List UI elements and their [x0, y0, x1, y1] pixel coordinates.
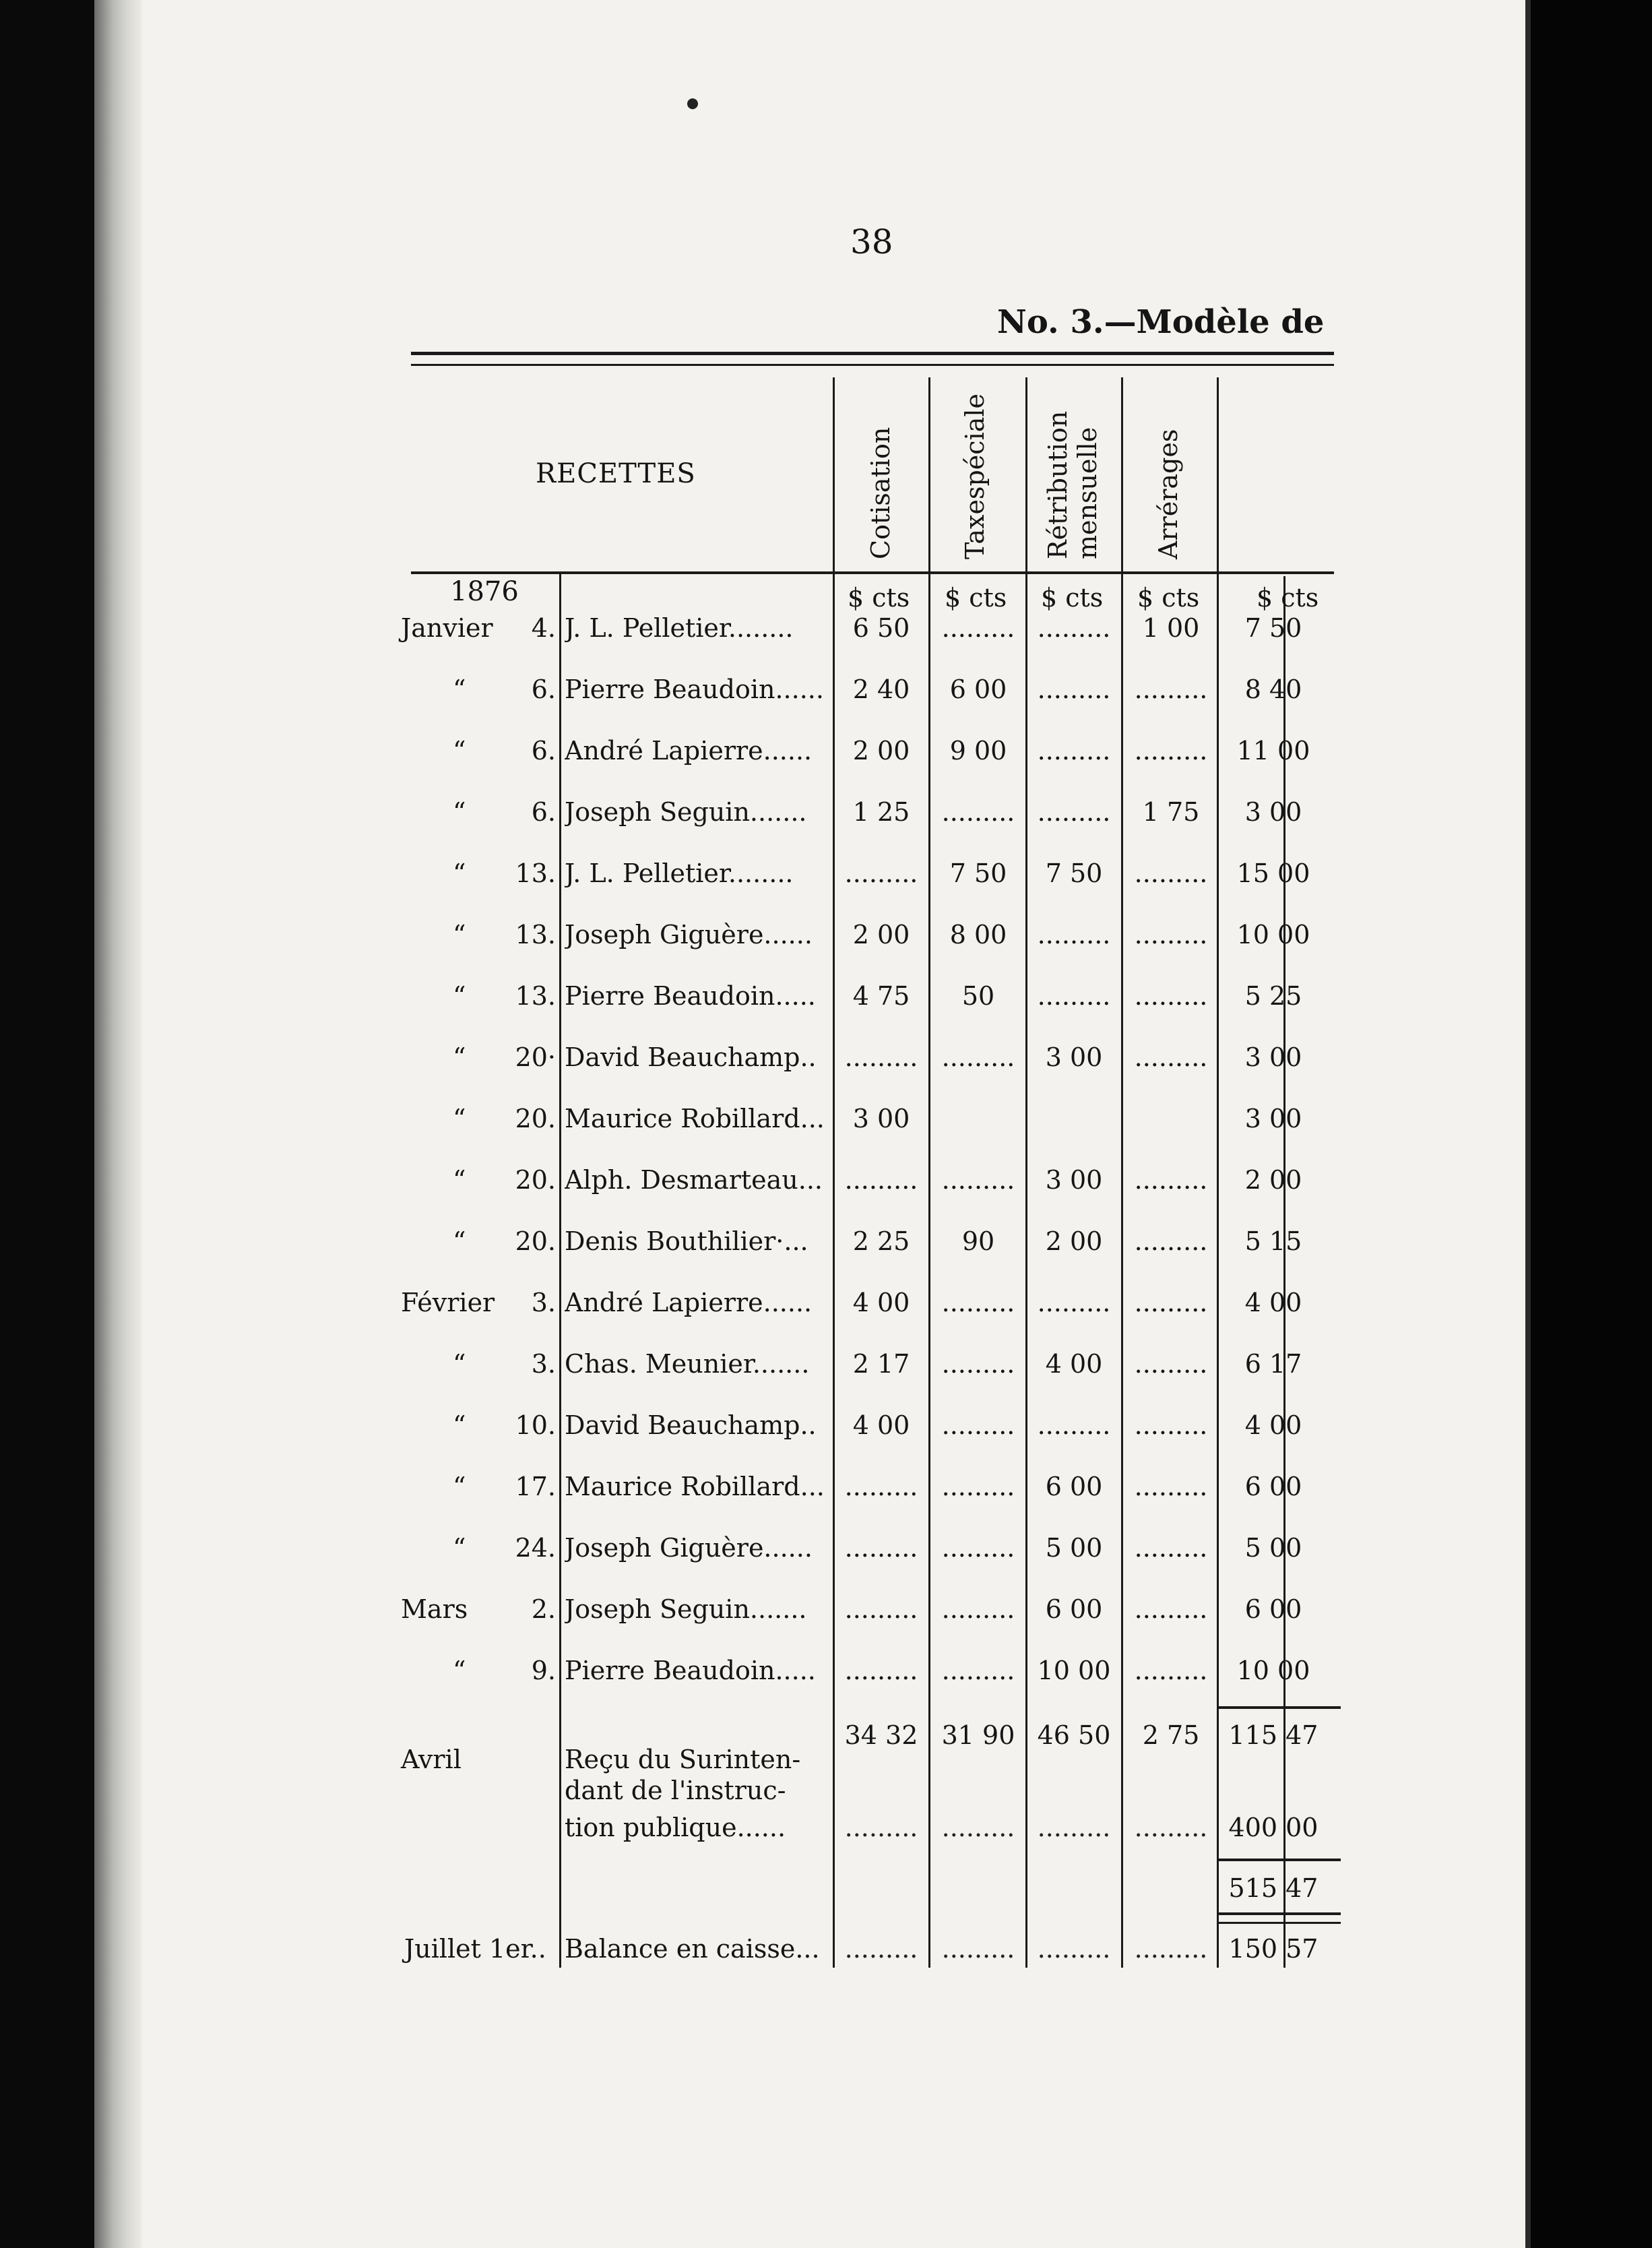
row-month: “ — [453, 1472, 466, 1501]
row-total: 3 00 — [1244, 1104, 1302, 1133]
row-month: “ — [453, 858, 466, 888]
row-taxe: 7 50 — [949, 858, 1007, 888]
row-day: 24. — [515, 1533, 556, 1563]
grand-total-rule-bottom — [1218, 1912, 1341, 1915]
row-total: 10 00 — [1236, 1656, 1310, 1685]
row-month: Mars — [401, 1594, 468, 1624]
row-month: Février — [401, 1288, 495, 1317]
row-retribution: 3 00 — [1045, 1042, 1103, 1072]
row-day: 17. — [515, 1472, 556, 1501]
row-arrerages: ......... — [1134, 1165, 1208, 1195]
column-header-cotisation: Cotisation — [866, 427, 895, 559]
row-total: 5 00 — [1244, 1533, 1302, 1563]
row-total: 6 00 — [1244, 1594, 1302, 1624]
row-day: 6. — [531, 675, 556, 704]
name-column-rule — [559, 573, 561, 1968]
row-day: 20· — [515, 1042, 556, 1072]
row-arrerages: ......... — [1134, 920, 1208, 949]
subtotal-arrerages: 2 75 — [1142, 1720, 1200, 1750]
row-cotisation: 3 00 — [852, 1104, 910, 1133]
balance-total: 150 57 — [1228, 1934, 1319, 1964]
row-name: J. L. Pelletier........ — [565, 613, 794, 643]
row-cotisation: 4 00 — [852, 1288, 910, 1317]
subtotal-rule — [1218, 1706, 1341, 1709]
row-month: “ — [453, 1410, 466, 1440]
units-col4: $ cts — [1137, 583, 1200, 613]
page-heading: No. 3.—Modèle de — [997, 303, 1325, 341]
row-retribution: 6 00 — [1045, 1594, 1103, 1624]
row-month: “ — [453, 736, 466, 766]
page-number: 38 — [850, 222, 893, 261]
row-taxe: 8 00 — [949, 920, 1007, 949]
row-taxe: ......... — [941, 1288, 1015, 1317]
row-cotisation: 6 50 — [852, 613, 910, 643]
row-taxe: 9 00 — [949, 736, 1007, 766]
avril-dots-col4: ......... — [1134, 1813, 1208, 1842]
row-total: 7 50 — [1244, 613, 1302, 643]
row-day: 13. — [515, 858, 556, 888]
row-total: 15 00 — [1236, 858, 1310, 888]
row-total: 5 25 — [1244, 981, 1302, 1011]
column-header-arrerages: Arrérages — [1153, 429, 1183, 559]
row-retribution: ......... — [1037, 1288, 1111, 1317]
row-taxe: 50 — [961, 981, 995, 1011]
row-total: 8 40 — [1244, 675, 1302, 704]
row-name: Denis Bouthilier·... — [565, 1226, 808, 1256]
row-day: 10. — [515, 1410, 556, 1440]
row-retribution: ......... — [1037, 920, 1111, 949]
row-retribution: 4 00 — [1045, 1349, 1103, 1379]
row-total: 5 15 — [1244, 1226, 1302, 1256]
row-retribution: ......... — [1037, 797, 1111, 827]
row-day: 9. — [531, 1656, 556, 1685]
row-day: 4. — [531, 613, 556, 643]
row-name: David Beauchamp.. — [565, 1042, 817, 1072]
top-rule-thick — [411, 352, 1334, 355]
row-arrerages: ......... — [1134, 736, 1208, 766]
row-retribution: 2 00 — [1045, 1226, 1103, 1256]
column-header-retribution: Rétribution mensuelle — [1043, 410, 1102, 559]
row-day: 13. — [515, 920, 556, 949]
row-total: 11 00 — [1236, 736, 1310, 766]
row-day: 6. — [531, 736, 556, 766]
row-month: Janvier — [401, 613, 493, 643]
row-retribution: ......... — [1037, 613, 1111, 643]
row-month: “ — [453, 1165, 466, 1195]
row-arrerages: 1 00 — [1142, 613, 1200, 643]
row-month: “ — [453, 1042, 466, 1072]
row-cotisation: ......... — [844, 1533, 918, 1563]
row-cotisation: ......... — [844, 1472, 918, 1501]
row-day: 6. — [531, 797, 556, 827]
avril-month: Avril — [401, 1745, 462, 1774]
row-cotisation: 4 75 — [852, 981, 910, 1011]
row-total: 4 00 — [1244, 1288, 1302, 1317]
row-name: Joseph Giguère...... — [565, 920, 813, 949]
row-name: Joseph Seguin....... — [565, 1594, 807, 1624]
row-arrerages: ......... — [1134, 1656, 1208, 1685]
row-taxe: 90 — [961, 1226, 995, 1256]
row-month: “ — [453, 1104, 466, 1133]
balance-month: Juillet 1er.. — [404, 1934, 546, 1964]
row-retribution: 5 00 — [1045, 1533, 1103, 1563]
row-arrerages: ......... — [1134, 1042, 1208, 1072]
row-day: 20. — [515, 1165, 556, 1195]
row-name: Joseph Giguère...... — [565, 1533, 813, 1563]
row-taxe: ......... — [941, 1594, 1015, 1624]
balance-dots-col2: ......... — [941, 1934, 1015, 1964]
cents-rule — [1283, 576, 1285, 1968]
section-title: RECETTES — [536, 458, 696, 489]
row-day: 20. — [515, 1104, 556, 1133]
row-day: 20. — [515, 1226, 556, 1256]
units-col5: $ cts — [1257, 583, 1319, 613]
grand-total: 515 47 — [1228, 1873, 1319, 1903]
row-day: 13. — [515, 981, 556, 1011]
row-month: “ — [453, 1349, 466, 1379]
book-spine — [94, 0, 141, 2248]
row-arrerages: ......... — [1134, 1472, 1208, 1501]
row-cotisation: 2 17 — [852, 1349, 910, 1379]
grand-total-rule-top — [1218, 1859, 1341, 1861]
row-name: Maurice Robillard... — [565, 1104, 825, 1133]
row-retribution: 10 00 — [1037, 1656, 1111, 1685]
row-name: David Beauchamp.. — [565, 1410, 817, 1440]
row-cotisation: ......... — [844, 858, 918, 888]
row-month: “ — [453, 675, 466, 704]
col2-rule — [928, 377, 930, 1968]
row-arrerages: ......... — [1134, 1410, 1208, 1440]
units-col1: $ cts — [848, 583, 910, 613]
row-cotisation: 2 00 — [852, 920, 910, 949]
row-total: 10 00 — [1236, 920, 1310, 949]
row-arrerages: ......... — [1134, 1533, 1208, 1563]
row-name: Chas. Meunier....... — [565, 1349, 810, 1379]
row-total: 3 00 — [1244, 1042, 1302, 1072]
column-header-taxe: Taxespéciale — [960, 393, 990, 559]
row-day: 2. — [531, 1594, 556, 1624]
row-retribution: 3 00 — [1045, 1165, 1103, 1195]
units-col2: $ cts — [945, 583, 1007, 613]
row-month: “ — [453, 981, 466, 1011]
row-name: André Lapierre...... — [565, 736, 813, 766]
row-name: Alph. Desmarteau... — [565, 1165, 823, 1195]
row-day: 3. — [531, 1288, 556, 1317]
row-taxe: ......... — [941, 1349, 1015, 1379]
row-name: J. L. Pelletier........ — [565, 858, 794, 888]
row-arrerages: ......... — [1134, 1288, 1208, 1317]
avril-dots-col3: ......... — [1037, 1813, 1111, 1842]
avril-text-line1: Reçu du Surinten- — [565, 1745, 801, 1774]
row-cotisation: 2 25 — [852, 1226, 910, 1256]
row-name: André Lapierre...... — [565, 1288, 813, 1317]
row-name: Pierre Beaudoin..... — [565, 981, 816, 1011]
scan-border — [1531, 0, 1652, 2248]
subtotal-total: 115 47 — [1228, 1720, 1319, 1750]
col4-rule — [1121, 377, 1123, 1968]
row-taxe: ......... — [941, 1472, 1015, 1501]
subtotal-taxe: 31 90 — [941, 1720, 1015, 1750]
grand-total-rule-bottom-2 — [1218, 1922, 1341, 1924]
row-name: Maurice Robillard... — [565, 1472, 825, 1501]
row-taxe: ......... — [941, 797, 1015, 827]
avril-text-line2: dant de l'instruc- — [565, 1776, 786, 1805]
avril-total: 400 00 — [1228, 1813, 1319, 1842]
page-edge — [1525, 0, 1531, 2248]
row-total: 6 17 — [1244, 1349, 1302, 1379]
row-month: “ — [453, 1533, 466, 1563]
subtotal-retribution: 46 50 — [1037, 1720, 1111, 1750]
row-total: 2 00 — [1244, 1165, 1302, 1195]
row-retribution: ......... — [1037, 981, 1111, 1011]
year-label: 1876 — [450, 576, 519, 607]
row-month: “ — [453, 797, 466, 827]
ink-dot — [687, 98, 698, 109]
row-cotisation: 2 00 — [852, 736, 910, 766]
row-retribution: ......... — [1037, 736, 1111, 766]
row-taxe: ......... — [941, 1165, 1015, 1195]
row-arrerages: ......... — [1134, 1594, 1208, 1624]
balance-dots-col3: ......... — [1037, 1934, 1111, 1964]
row-cotisation: 1 25 — [852, 797, 910, 827]
row-cotisation: ......... — [844, 1656, 918, 1685]
row-cotisation: 2 40 — [852, 675, 910, 704]
row-retribution: 7 50 — [1045, 858, 1103, 888]
header-bottom-rule — [411, 571, 1334, 574]
row-taxe: ......... — [941, 1042, 1015, 1072]
avril-dots-col1: ......... — [844, 1813, 918, 1842]
row-total: 3 00 — [1244, 797, 1302, 827]
row-cotisation: ......... — [844, 1042, 918, 1072]
avril-dots-col2: ......... — [941, 1813, 1015, 1842]
row-taxe: ......... — [941, 1656, 1015, 1685]
row-month: “ — [453, 1656, 466, 1685]
row-month: “ — [453, 920, 466, 949]
balance-dots-col4: ......... — [1134, 1934, 1208, 1964]
row-arrerages: ......... — [1134, 1349, 1208, 1379]
row-taxe: 6 00 — [949, 675, 1007, 704]
row-cotisation: ......... — [844, 1165, 918, 1195]
row-taxe: ......... — [941, 613, 1015, 643]
row-arrerages: ......... — [1134, 1226, 1208, 1256]
balance-name: Balance en caisse... — [565, 1934, 820, 1964]
row-taxe: ......... — [941, 1533, 1015, 1563]
row-taxe: ......... — [941, 1410, 1015, 1440]
top-rule-thin — [411, 364, 1334, 366]
row-arrerages: ......... — [1134, 858, 1208, 888]
row-name: Pierre Beaudoin..... — [565, 1656, 816, 1685]
row-retribution: 6 00 — [1045, 1472, 1103, 1501]
row-name: Pierre Beaudoin...... — [565, 675, 824, 704]
row-arrerages: 1 75 — [1142, 797, 1200, 827]
units-col3: $ cts — [1041, 583, 1104, 613]
row-retribution: ......... — [1037, 1410, 1111, 1440]
row-total: 4 00 — [1244, 1410, 1302, 1440]
balance-dots-col1: ......... — [844, 1934, 918, 1964]
subtotal-cotisation: 34 32 — [844, 1720, 918, 1750]
row-arrerages: ......... — [1134, 981, 1208, 1011]
row-retribution: ......... — [1037, 675, 1111, 704]
row-cotisation: 4 00 — [852, 1410, 910, 1440]
row-day: 3. — [531, 1349, 556, 1379]
row-arrerages: ......... — [1134, 675, 1208, 704]
row-cotisation: ......... — [844, 1594, 918, 1624]
avril-text-line3: tion publique...... — [565, 1813, 786, 1842]
row-month: “ — [453, 1226, 466, 1256]
row-total: 6 00 — [1244, 1472, 1302, 1501]
row-name: Joseph Seguin....... — [565, 797, 807, 827]
